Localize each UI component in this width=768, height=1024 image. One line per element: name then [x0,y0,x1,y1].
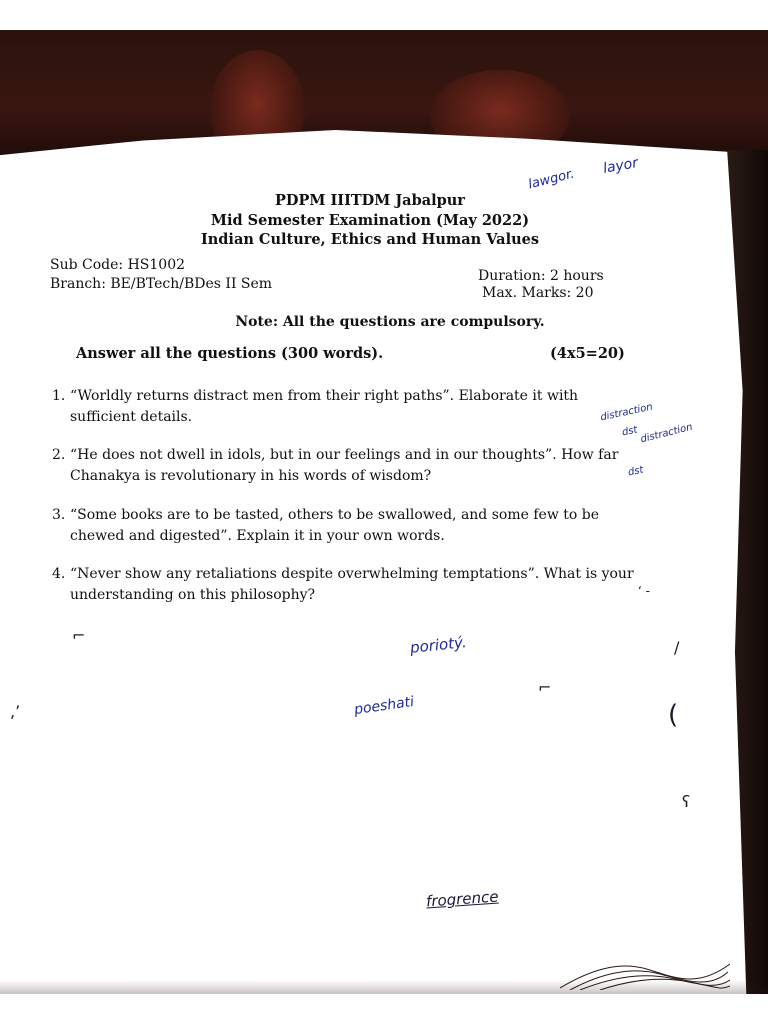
instruction-text: Answer all the questions (300 words). [76,345,384,362]
pen-mark: ‘ - [638,584,650,598]
question-text: “Never show any retaliations despite overwhelming temptations”. What is your understanding on this philosophy? [70,566,634,603]
pen-mark: / [674,638,680,657]
question-number: 3. [52,507,66,523]
handwriting-margin-4: dst [627,464,645,479]
handwriting-margin-3: distraction [639,421,694,446]
question-text: “He does not dwell in idols, but in our feelings and in our thoughts”. How far Chanakya is revolutionary in his words of wisdom? [70,447,619,484]
pen-mark: ⌐ [72,626,86,645]
institute-title: PDPM IIITDM Jabalpur [275,192,465,209]
handwriting-margin-1: distraction [599,401,654,424]
instruction-marks: (4x5=20) [550,345,625,362]
pen-mark: ⌐ [538,678,552,697]
question-number: 4. [52,566,66,582]
pen-mark: ʕ [682,792,691,811]
question-number: 2. [52,447,66,463]
question-text: “Worldly returns distract men from their right paths”. Elaborate it with sufficient details. [70,388,579,425]
handwriting-middle-2: poeshati [353,693,416,719]
sub-code: Sub Code: HS1002 [50,257,186,273]
handwriting-margin-2: dst [621,424,639,439]
course-title: Indian Culture, Ethics and Human Values [200,231,540,248]
pen-mark: ( [668,700,679,730]
question-3 [52,505,644,547]
bottom-shadow [0,980,768,994]
handwriting-middle-1: poriotý. [409,633,468,657]
branch: Branch: BE/BTech/BDes II Sem [50,276,273,292]
question-4 [52,564,644,606]
max-marks: Max. Marks: 20 [482,285,594,301]
question-text: “Some books are to be tasted, others to be swallowed, and some few to be chewed and digested”. Explain it in your own words. [70,507,599,544]
note: Note: All the questions are compulsory. [235,314,545,330]
duration: Duration: 2 hours [478,268,604,284]
question-number: 1. [52,388,66,404]
handwriting-top-1: lawgor. [526,166,576,193]
question-1 [52,386,644,428]
handwriting-top-2: layor [601,155,640,177]
question-2 [52,445,644,487]
pen-mark: ,’ [10,702,21,721]
exam-title: Mid Semester Examination (May 2022) [210,212,530,229]
handwriting-bottom: frogrence [425,887,500,911]
